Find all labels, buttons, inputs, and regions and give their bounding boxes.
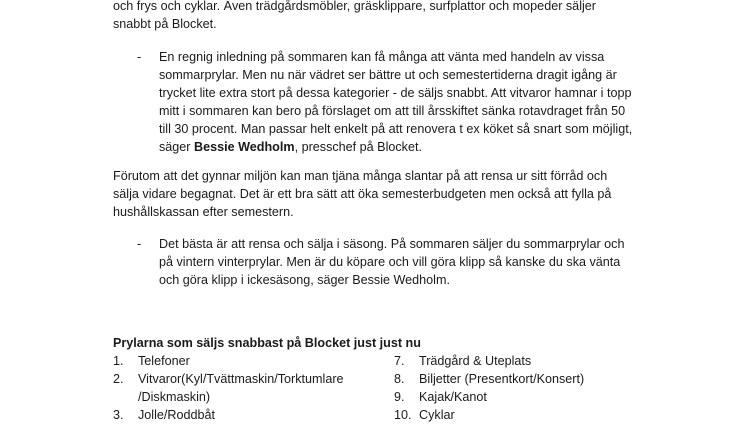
- list-item-text: Telefoner: [138, 354, 190, 368]
- quote-1-text: [159, 48, 637, 156]
- list-item-number: 9.: [394, 390, 405, 404]
- intro-line-1: och frys och cyklar. Även trädgårdsmöbler, gräsklippare, surfplattor och mopeder säljer: [113, 0, 596, 13]
- list-item-number: 7.: [394, 354, 405, 368]
- ranked-list-right: [394, 352, 694, 424]
- intro-paragraph: [113, 0, 633, 33]
- list-item: [394, 370, 694, 388]
- body-paragraph: Förutom att det gynnar miljön kan man tjäna många slantar på att rensa ur sitt förråd och sälja vidare begagnat. Det är ett bra sätt att öka semesterbudgeten men också att fylla på hushållskassan efter semestern.: [113, 169, 612, 219]
- list-item-number: 1.: [113, 354, 124, 368]
- list-item: [394, 352, 694, 370]
- quote-1-speaker: Bessie Wedholm: [194, 140, 295, 154]
- list-item-number: 8.: [394, 372, 405, 386]
- list-item-text: Biljetter (Presentkort/Konsert): [419, 372, 585, 386]
- list-item-number: 3.: [113, 408, 124, 422]
- list-heading: Prylarna som säljs snabbast på Blocket just just nu: [113, 336, 421, 350]
- list-item-text: Cyklar: [419, 408, 455, 422]
- quote-1-dash: -: [137, 50, 142, 64]
- list-item-text: Jolle/Roddbåt: [138, 408, 216, 422]
- quote-1: [137, 48, 637, 156]
- list-item: [113, 370, 363, 406]
- list-item: [113, 352, 363, 370]
- list-item: [113, 406, 363, 424]
- intro-line-2: snabbt på Blocket.: [113, 17, 217, 31]
- quote-2-text: Det bästa är att rensa och sälja i säsong. På sommaren säljer du sommarprylar och på vintern vinterprylar. Men är du köpare och vill göra klipp så kanske du ska vänta och göra klipp i ickesäsong, säger Bessie Wedholm.: [159, 237, 625, 287]
- quote-2-dash: -: [137, 237, 142, 251]
- list-item: [394, 406, 694, 424]
- quote-2: [137, 235, 637, 289]
- quote-1-body: En regnig inledning på sommaren kan få många att vänta med handeln av vissa sommarprylar. Men nu när vädret ser bättre ut och semestertiderna dragit igång är trycket lite extra stort på dessa kategorier - de säljs snabbt. Att vitvaror hamnar i topp mitt i sommaren kan bero på förslaget om att till årsskiftet sänka rotavdraget från 50 till 30 procent. Man passar helt enkelt på att renovera t ex köket så snart som möjligt, säger: [159, 50, 633, 154]
- list-item-text: Kajak/Kanot: [419, 390, 487, 404]
- quote-1-role: , presschef på Blocket.: [294, 140, 422, 154]
- list-item-number: 2.: [113, 372, 124, 386]
- list-item-number: 10.: [394, 408, 412, 422]
- list-item-text: Trädgård & Uteplats: [419, 354, 532, 368]
- ranked-list-left: [113, 352, 363, 424]
- list-item: [394, 388, 694, 406]
- list-item-text: Vitvaror(Kyl/Tvättmaskin/Torktumlare /Diskmaskin): [138, 372, 344, 404]
